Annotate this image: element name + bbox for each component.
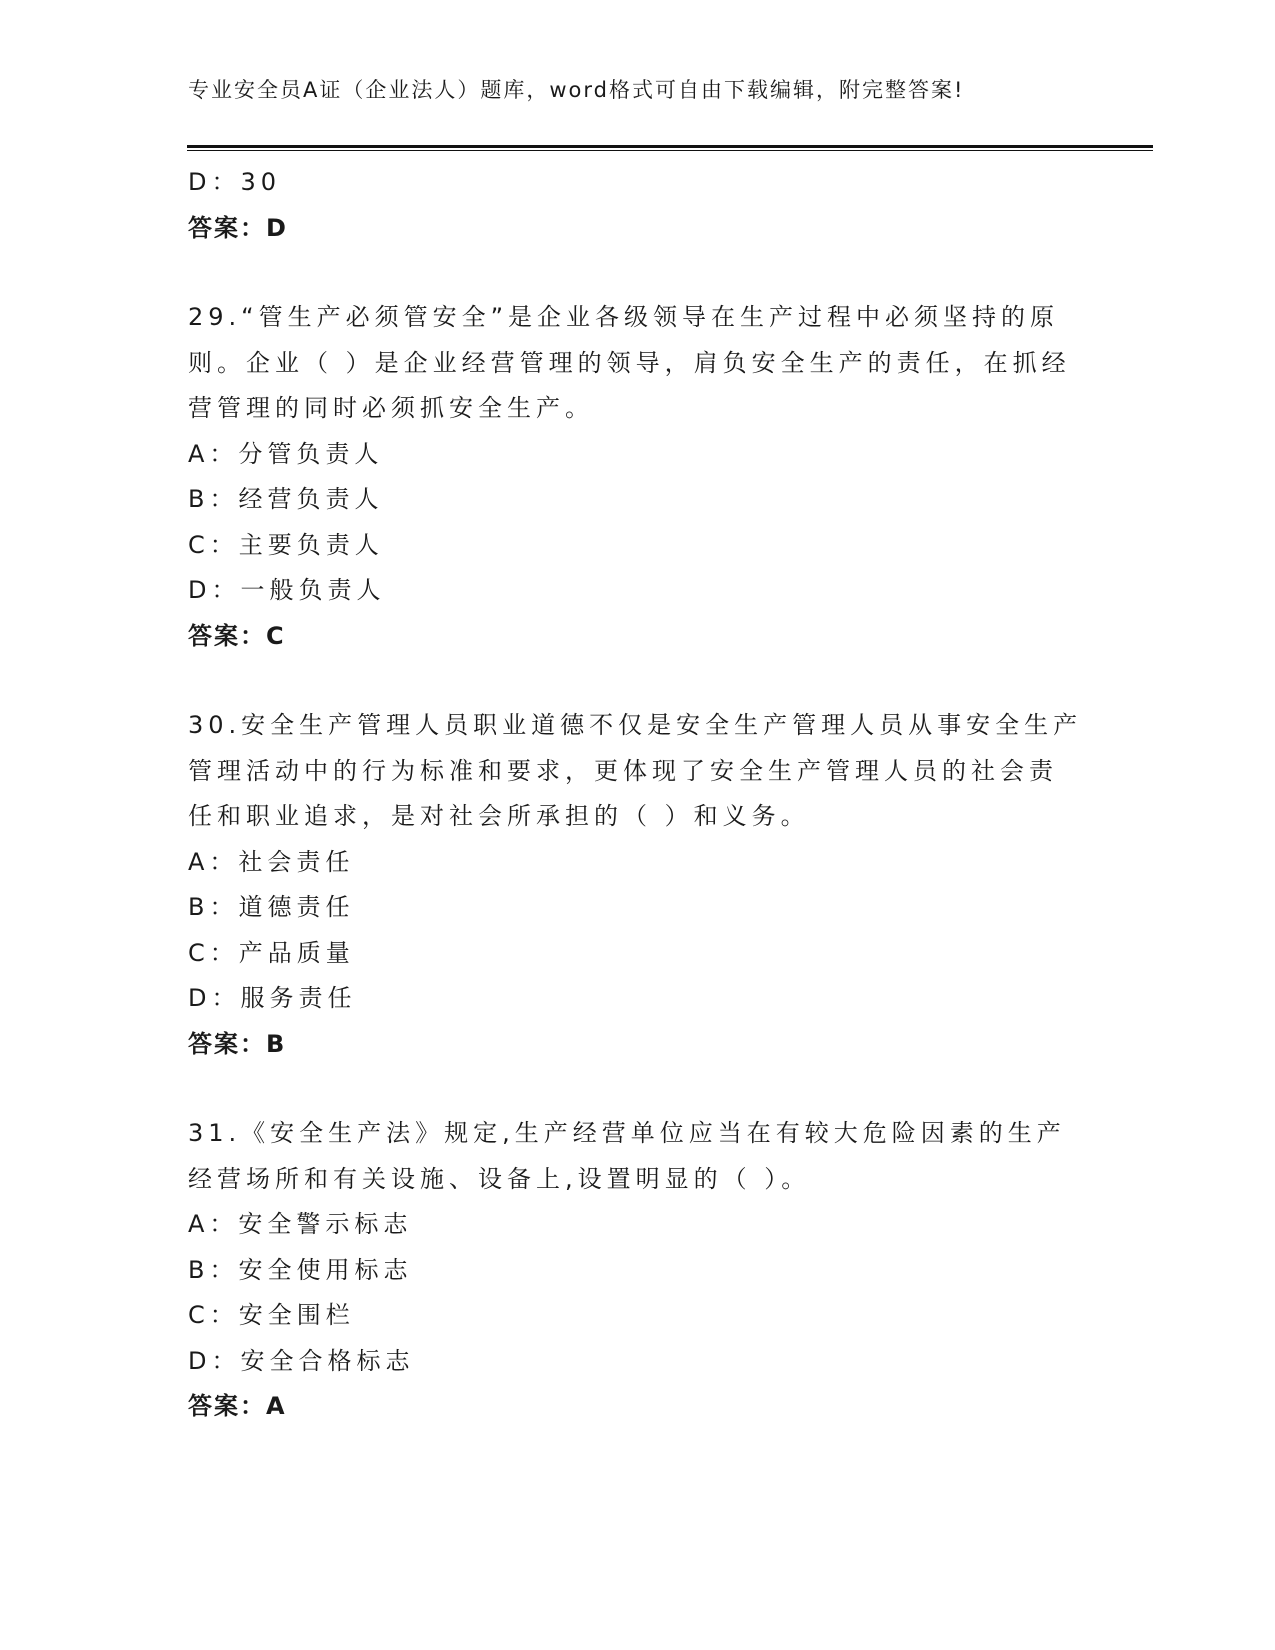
question-31 bbox=[188, 1111, 1088, 1430]
stem-line: 29.“管生产必须管安全”是企业各级领导在生产过程中必须坚持的原 bbox=[188, 303, 1060, 331]
stem-line: 31.《安全生产法》规定,生产经营单位应当在有较大危险因素的生产 bbox=[188, 1119, 1066, 1147]
option-c: C：产品质量 bbox=[188, 938, 355, 967]
question-stem bbox=[188, 295, 1088, 432]
option-d: D：一般负责人 bbox=[188, 576, 386, 604]
option-c: C：安全围栏 bbox=[188, 1301, 355, 1329]
answer-carryover: 答案：D bbox=[188, 213, 288, 242]
option-c: C：主要负责人 bbox=[188, 530, 384, 559]
stem-line: 管理活动中的行为标准和要求，更体现了安全生产管理人员的社会责 bbox=[188, 756, 1058, 785]
header-rule-thick bbox=[187, 145, 1153, 148]
answer: 答案：A bbox=[188, 1392, 287, 1420]
stem-line: 30.安全生产管理人员职业道德不仅是安全生产管理人员从事安全生产 bbox=[188, 711, 1083, 739]
option-d: D：安全合格标志 bbox=[188, 1346, 415, 1375]
page-header: 专业安全员A证（企业法人）题库，word格式可自由下载编辑，附完整答案! bbox=[188, 78, 965, 102]
option-d: D：服务责任 bbox=[188, 984, 357, 1012]
option-a: A：安全警示标志 bbox=[188, 1210, 413, 1238]
option-d-carryover: D：30 bbox=[188, 168, 282, 196]
answer: 答案：C bbox=[188, 621, 286, 650]
stem-line: 则。企业（ ）是企业经营管理的领导，肩负安全生产的责任，在抓经 bbox=[188, 348, 1071, 377]
option-a: A：社会责任 bbox=[188, 847, 355, 876]
stem-line: 经营场所和有关设施、设备上,设置明显的（ ）。 bbox=[188, 1164, 811, 1193]
option-b: B：安全使用标志 bbox=[188, 1255, 413, 1284]
option-b: B：经营负责人 bbox=[188, 485, 384, 513]
header-rule-thin bbox=[187, 150, 1153, 151]
stem-line: 任和职业追求，是对社会所承担的（ ）和义务。 bbox=[188, 802, 810, 830]
option-b: B：道德责任 bbox=[188, 893, 355, 921]
stem-line: 营管理的同时必须抓安全生产。 bbox=[188, 394, 594, 422]
option-a: A：分管负责人 bbox=[188, 439, 384, 468]
question-29 bbox=[188, 295, 1088, 659]
question-stem bbox=[188, 703, 1088, 840]
answer: 答案：B bbox=[188, 1029, 287, 1058]
question-stem bbox=[188, 1111, 1088, 1202]
question-30 bbox=[188, 703, 1088, 1067]
question-list bbox=[188, 160, 1088, 1430]
